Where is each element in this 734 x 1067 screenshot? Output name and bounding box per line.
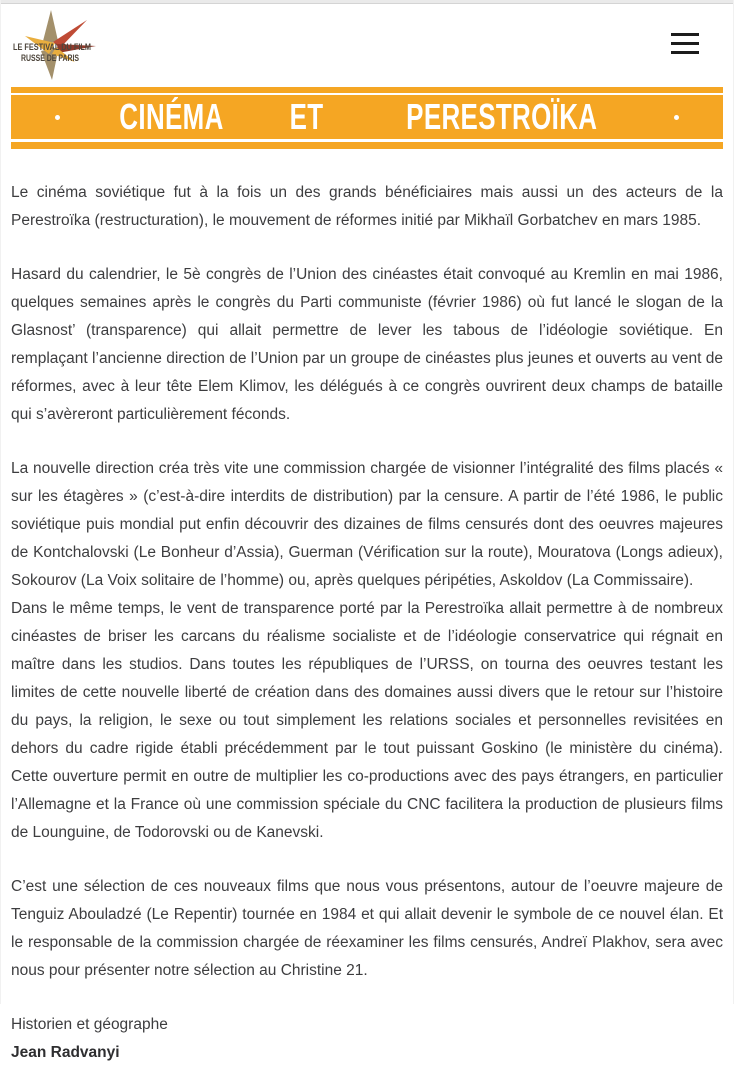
page-title-word: PERESTROÏKA [406, 96, 598, 137]
paragraph: Hasard du calendrier, le 5è congrès de l’Union des cinéastes était convoqué au Kremlin en mai 1986, quelques semaines après le congrès du Parti communiste (février 1986) où fut lancé le slogan de la Glasnost’ (transparence) qui allait permettre de lever les tabous de l’idéologie soviétique. En remplaçant l’ancienne direction de l’Union par un groupe de cinéastes plus jeunes et ouverts au vent de réformes, avec à leur tête Elem Klimov, les délégués à ce congrès ouvrirent deux champs de bataille qui s’avèreront particulièrement féconds. [11, 266, 723, 423]
page-title-word: CINÉMA [119, 96, 224, 137]
banner-main [11, 95, 723, 139]
star-logo-icon [11, 7, 141, 87]
festival-logo[interactable] [11, 7, 141, 92]
author-block [11, 1011, 723, 1067]
paragraph: Dans le même temps, le vent de transparence porté par la Perestroïka allait permettre à de nombreux cinéastes de briser les carcans du réalisme socialiste et de l’idéologie conservatrice qui régnait en maître dans les studios. Dans toutes les républiques de l’URSS, on tourna des oeuvres testant les limites de cette nouvelle liberté de création dans des domaines aussi divers que le retour sur l’histoire du pays, la religion, le sexe ou tout simplement les relations sociales et personnelles revisitées en dehors du cadre rigide établi précédemment par le tout puissant Goskino (le ministère du cinéma). Cette ouverture permit en outre de multiplier les co-productions avec des pays étrangers, en particulier l’Allemagne et la France où une commission spéciale du CNC facilitera la production de plusieurs films de Lounguine, de Todorovski ou de Kanevski. [11, 600, 723, 841]
paragraph: Le cinéma soviétique fut à la fois un des grands bénéficiaires mais aussi un des acteurs de la Perestroïka (restructuration), le mouvement de réformes initié par Mikhaïl Gorbatchev en mars 1985. [11, 184, 723, 229]
header [1, 4, 733, 87]
page-title-word: ET [289, 96, 324, 137]
article-body [1, 149, 733, 1067]
hamburger-bar [671, 33, 699, 36]
paragraph: La nouvelle direction créa très vite une commission chargée de visionner l’intégralité des films placés « sur les étagères » (c’est-à-dire interdits de distribution) par la censure. A partir de l’été 1986, le public soviétique puis mondial put enfin découvrir des dizaines de films censurés dont des oeuvres majeures de Kontchalovski (Le Bonheur d’Assia), Guerman (Vérification sur la route), Mouratova (Longs adieux), Sokourov (La Voix solitaire de l’homme) ou, après quelques péripéties, Askoldov (La Commissaire). [11, 460, 723, 589]
paragraph: C’est une sélection de ces nouveaux films que nous vous présentons, autour de l’oeuvre majeure de Tenguiz Abouladzé (Le Repentir) tournée en 1984 et qui allait devenir le symbole de ce nouvel élan. Et le responsable de la commission chargée de réexaminer les films censurés, Andreï Plakhov, sera avec nous pour présenter notre sélection au Christine 21. [11, 878, 723, 979]
bullet-dot-right [674, 115, 679, 120]
bullet-dot-left [55, 115, 60, 120]
author-role: Historien et géographe [11, 1016, 168, 1033]
author-name: Jean Radvanyi [11, 1044, 120, 1061]
logo-text-line2: RUSSE DE PARIS [21, 53, 79, 64]
hamburger-bar [671, 51, 699, 54]
banner-bottom-strip [11, 142, 723, 149]
hamburger-bar [671, 42, 699, 45]
title-banner [11, 87, 723, 149]
hamburger-menu-icon[interactable] [671, 33, 699, 54]
logo-text-line1: LE FESTIVAL DU FILM [13, 42, 92, 53]
